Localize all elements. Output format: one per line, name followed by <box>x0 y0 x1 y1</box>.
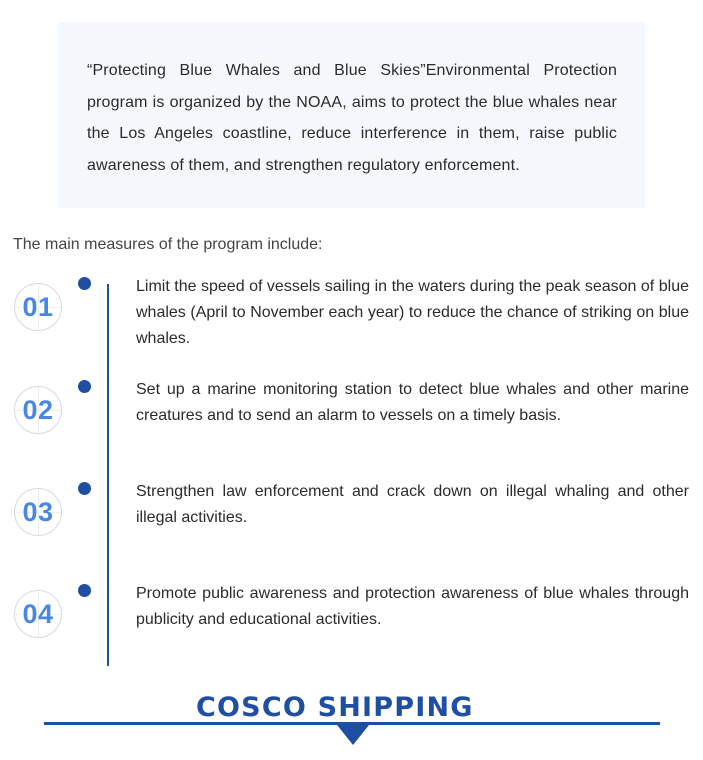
timeline-dot <box>78 584 91 597</box>
number-badge <box>14 590 62 638</box>
measure-text: Limit the speed of vessels sailing in the waters during the peak season of blue whales (April to November each year) to reduce the chance of striking on blue whales. <box>136 278 689 347</box>
measure-item-1 <box>0 278 703 363</box>
measure-text: Set up a marine monitoring station to detect blue whales and other marine creatures and to send an alarm to vessels on a timely basis. <box>136 381 689 424</box>
measure-number: 01 <box>22 291 54 322</box>
measure-number: 02 <box>22 394 54 425</box>
measure-item-4 <box>0 585 703 670</box>
number-badge <box>14 488 62 536</box>
intro-box <box>58 22 645 208</box>
timeline-dot <box>78 380 91 393</box>
logo-triangle-icon <box>337 725 369 745</box>
measure-number: 04 <box>22 598 54 629</box>
measures-heading: The main measures of the program include: <box>13 236 323 253</box>
intro-text: “Protecting Blue Whales and Blue Skies”Environmental Protection program is organized by the NOAA, aims to protect the blue whales near the Los Angeles coastline, reduce interference in them, raise public awareness of them, and strengthen regulatory enforcement. <box>87 62 617 174</box>
timeline-dot <box>78 277 91 290</box>
cosco-shipping-logo: COSCO SHIPPING <box>196 692 474 723</box>
number-badge <box>14 386 62 434</box>
measure-item-3 <box>0 483 703 568</box>
measure-number: 03 <box>22 496 54 527</box>
timeline-dot <box>78 482 91 495</box>
measure-text: Strengthen law enforcement and crack down on illegal whaling and other illegal activities. <box>136 483 689 526</box>
number-badge <box>14 283 62 331</box>
measure-text: Promote public awareness and protection awareness of blue whales through publicity and educational activities. <box>136 585 689 628</box>
measure-item-2 <box>0 381 703 466</box>
